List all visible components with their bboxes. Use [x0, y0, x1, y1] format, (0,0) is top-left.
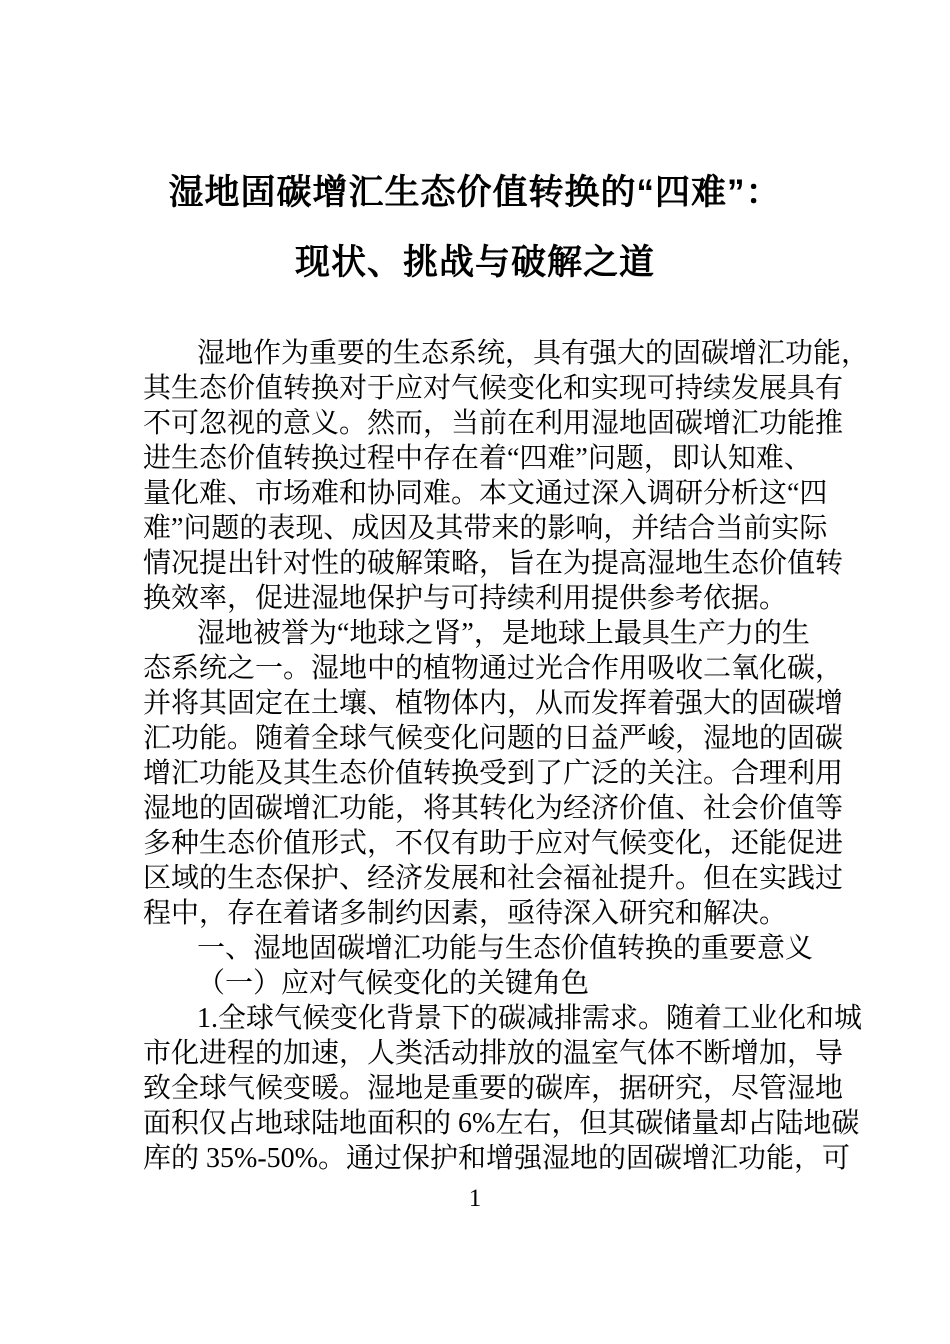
subsection-heading: （一）应对气候变化的关键角色	[197, 968, 590, 999]
body-text-line: 市化进程的加速，人类活动排放的温室气体不断增加，导	[143, 1038, 844, 1069]
body-text-line: 致全球气候变暖。湿地是重要的碳库，据研究，尽管湿地	[143, 1073, 844, 1104]
body-text-line: 1.全球气候变化背景下的碳减排需求。随着工业化和城	[197, 1003, 863, 1034]
body-text-line: 多种生态价值形式，不仅有助于应对气候变化，还能促进	[143, 828, 844, 859]
body-paragraph	[143, 1001, 863, 1176]
abstract-paragraph	[143, 336, 870, 616]
body-text-line: 不可忽视的意义。然而，当前在利用湿地固碳增汇功能推	[143, 408, 844, 439]
title-line-1: 湿地固碳增汇生态价值转换的“四难”：	[168, 173, 782, 212]
body-text-line: 并将其固定在土壤、植物体内，从而发挥着强大的固碳增	[143, 688, 844, 719]
page-number: 1	[468, 1185, 482, 1212]
body-text-line: 进生态价值转换过程中存在着“四难”问题，即认知难、	[143, 443, 812, 474]
document-title	[0, 158, 950, 298]
body-text-line: 湿地被誉为“地球之肾”，是地球上最具生产力的生	[197, 618, 810, 649]
title-line-2: 现状、挑战与破解之道	[294, 243, 655, 282]
intro-paragraph	[143, 616, 844, 931]
body-text-line: 增汇功能及其生态价值转换受到了广泛的关注。合理利用	[143, 758, 844, 789]
section-heading: 一、湿地固碳增汇功能与生态价值转换的重要意义	[197, 933, 814, 964]
body-text-line: 程中，存在着诸多制约因素，亟待深入研究和解决。	[143, 898, 788, 929]
body-text-line: 面积仅占地球陆地面积的 6%左右，但其碳储量却占陆地碳	[143, 1108, 860, 1139]
body-text-line: 汇功能。随着全球气候变化问题的日益严峻，湿地的固碳	[143, 723, 844, 754]
body-text-line: 换效率，促进湿地保护与可持续利用提供参考依据。	[143, 583, 788, 614]
body-text-line: 库的 35%-50%。通过保护和增强湿地的固碳增汇功能，可	[143, 1143, 850, 1174]
document-body	[143, 336, 870, 1176]
body-text-line: 态系统之一。湿地中的植物通过光合作用吸收二氧化碳，	[143, 653, 844, 684]
body-text-line: 量化难、市场难和协同难。本文通过深入调研分析这“四	[143, 478, 828, 509]
body-text-line: 湿地作为重要的生态系统，具有强大的固碳增汇功能，	[197, 338, 870, 369]
body-text-line: 区域的生态保护、经济发展和社会福祉提升。但在实践过	[143, 863, 844, 894]
section-heading-block	[143, 931, 821, 966]
subsection-heading-block	[143, 966, 821, 1001]
body-text-line: 情况提出针对性的破解策略，旨在为提高湿地生态价值转	[143, 548, 844, 579]
body-text-line: 难”问题的表现、成因及其带来的影响，并结合当前实际	[143, 513, 828, 544]
body-text-line: 其生态价值转换对于应对气候变化和实现可持续发展具有	[143, 373, 844, 404]
body-text-line: 湿地的固碳增汇功能，将其转化为经济价值、社会价值等	[143, 793, 844, 824]
